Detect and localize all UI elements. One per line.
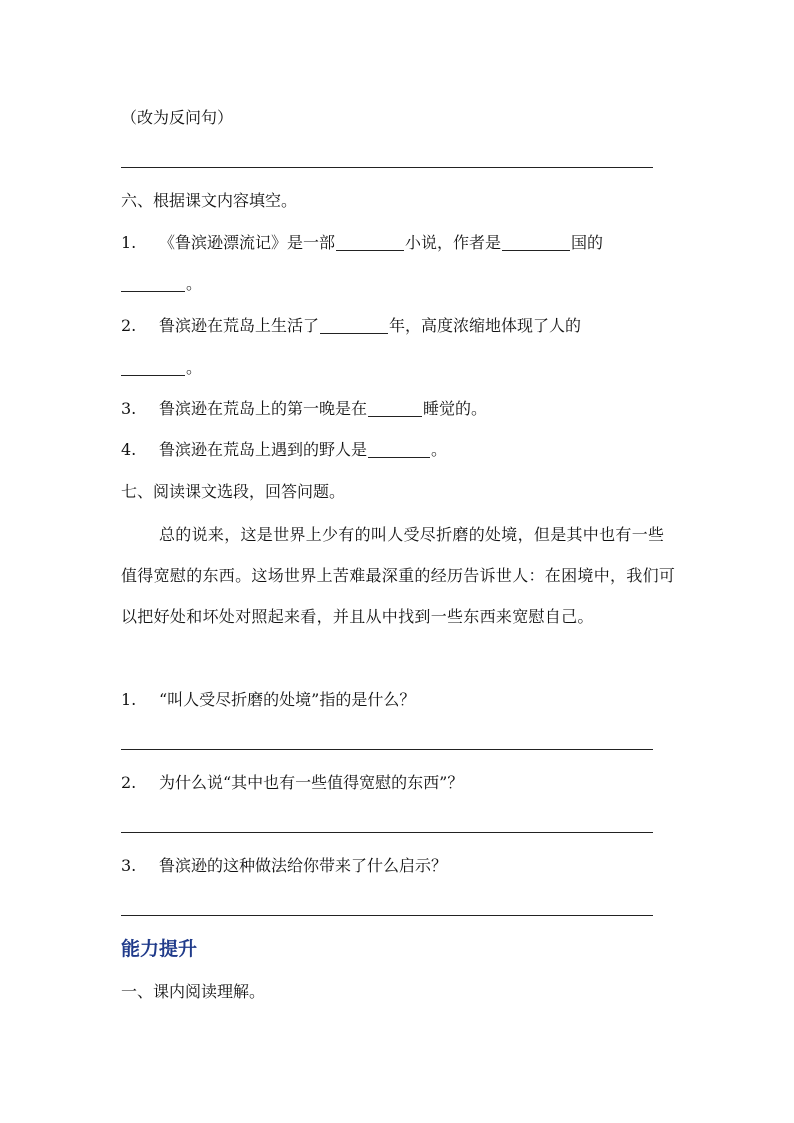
- ability-heading: 能力提升: [121, 938, 198, 960]
- question-text: 《鲁滨逊漂流记》是一部: [159, 233, 336, 252]
- question-text: 鲁滨逊在荒岛上生活了: [159, 316, 320, 335]
- question-number: 2.: [121, 316, 137, 335]
- section-six-title: 六、根据课文内容填空。: [121, 191, 298, 210]
- reading-question-2: [121, 771, 463, 795]
- fill-blank[interactable]: [320, 315, 388, 334]
- fill-question-2: [121, 314, 581, 338]
- section-seven-title: 七、阅读课文选段，回答问题。: [121, 482, 346, 501]
- question-text: 国的: [571, 233, 604, 252]
- fill-question-1: [121, 231, 603, 255]
- question-number: 2.: [121, 773, 137, 792]
- question-text: 鲁滨逊在荒岛上的第一晚是在: [159, 399, 368, 418]
- fill-blank[interactable]: [368, 439, 430, 458]
- question-text: 为什么说“其中也有一些值得宽慰的东西”？: [159, 773, 464, 792]
- question-text: “叫人受尽折磨的处境”指的是什么？: [159, 690, 416, 709]
- reading-question-1: [121, 688, 415, 712]
- reading-question-3: [121, 854, 447, 878]
- question-text: 年，高度浓缩地体现了人的: [389, 316, 582, 335]
- question-number: 3.: [121, 399, 137, 418]
- fill-question-1-continued: [121, 272, 202, 296]
- question-text: 鲁滨逊的这种做法给你带来了什么启示？: [159, 856, 448, 875]
- answer-line[interactable]: [121, 749, 653, 750]
- fill-question-2-continued: [121, 356, 202, 380]
- answer-line: [121, 167, 653, 168]
- reading-passage: 总的说来，这是世界上少有的叫人受尽折磨的处境，但是其中也有一些值得宽慰的东西。这场世界上苦难最深重的经历告诉世人：在困境中，我们可以把好处和坏处对照起来看，并且从中找到一些东西来宽慰自己。: [121, 525, 676, 626]
- fill-blank[interactable]: [121, 273, 185, 292]
- answer-line[interactable]: [121, 915, 653, 916]
- question-text: 。: [186, 358, 203, 377]
- fill-blank[interactable]: [121, 357, 185, 376]
- fill-blank[interactable]: [336, 232, 404, 251]
- question-text: 小说，作者是: [405, 233, 502, 252]
- fill-blank[interactable]: [368, 398, 422, 417]
- question-number: 3.: [121, 856, 137, 875]
- fill-question-4: [121, 438, 447, 462]
- question-number: 1.: [121, 233, 137, 252]
- rewrite-instruction: （改为反问句）: [121, 108, 234, 127]
- fill-question-3: [121, 397, 487, 421]
- question-number: 4.: [121, 440, 137, 459]
- question-text: 。: [186, 274, 203, 293]
- answer-line[interactable]: [121, 832, 653, 833]
- question-text: 鲁滨逊在荒岛上遇到的野人是: [159, 440, 368, 459]
- question-text: 睡觉的。: [423, 399, 488, 418]
- question-number: 1.: [121, 690, 137, 709]
- ability-subheading: 一、课内阅读理解。: [121, 982, 266, 1001]
- fill-blank[interactable]: [502, 232, 570, 251]
- question-text: 。: [431, 440, 448, 459]
